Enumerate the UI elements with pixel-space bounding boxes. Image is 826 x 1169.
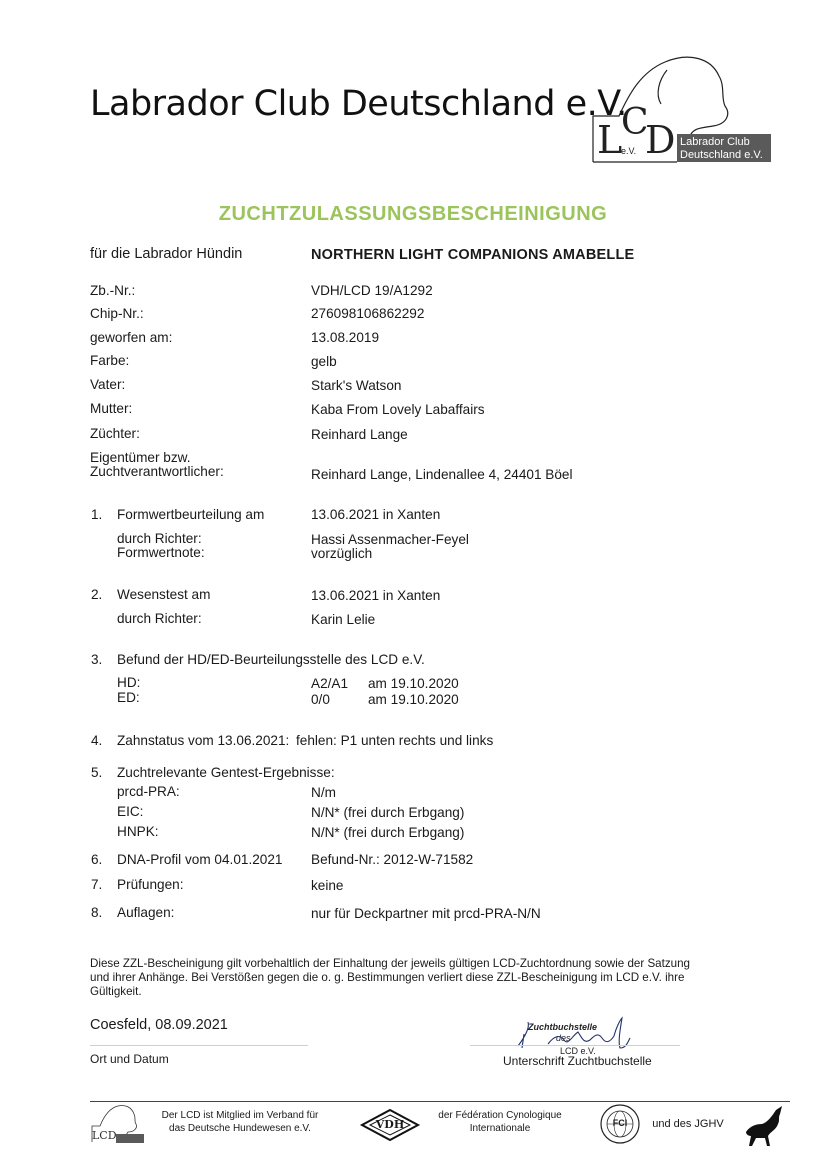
hd-value: A2/A1 [311,676,349,691]
subject-label: für die Labrador Hündin [90,246,243,262]
gentest-name: EIC: [117,804,144,819]
gentest-name: HNPK: [117,824,159,839]
logo-ev: e.V. [621,146,637,156]
section-2-judge-label: durch Richter: [117,611,202,626]
owner-value: Reinhard Lange, Lindenallee 4, 24401 Böel [311,467,573,482]
gentest-result: N/m [311,785,336,800]
gentest-result: N/N* (frei durch Erbgang) [311,805,465,820]
stamp-line-3: LCD e.V. [560,1046,596,1056]
section-1-label: Formwertbeurteilung am [117,507,265,522]
ed-label: ED: [117,690,140,705]
field-value: Stark's Watson [311,378,402,393]
section-number: 6. [91,852,103,867]
section-1-value: 13.06.2021 in Xanten [311,507,441,522]
section-7-label: Prüfungen: [117,877,184,892]
place-date-line [90,1045,308,1046]
section-number: 7. [91,877,103,892]
owner-label-1: Eigentümer bzw. [90,450,191,465]
section-1-judge: Hassi Assenmacher-Feyel [311,532,469,547]
field-label: geworfen am: [90,330,173,345]
section-6-value: Befund-Nr.: 2012-W-71582 [311,852,474,867]
fci-membership-line2: Internationale [469,1123,531,1134]
club-name: Labrador Club Deutschland e.V. [90,84,627,124]
signature-line [470,1045,680,1046]
section-3-label: Befund der HD/ED-Beurteilungsstelle des LCD e.V. [117,652,425,667]
field-label: Chip-Nr.: [90,306,144,321]
section-6-label: DNA-Profil vom 04.01.2021 [117,852,283,867]
owner-label-2: Zuchtverantwortlicher: [90,464,224,479]
fci-logo-text: FCI [612,1118,628,1128]
section-number: 2. [91,587,103,602]
stamp-line-2: des [556,1033,571,1043]
section-2-value: 13.06.2021 in Xanten [311,588,441,603]
field-label: Züchter: [90,426,140,441]
vdh-membership-line1: Der LCD ist Mitglied im Verband für [161,1110,319,1121]
footer-lcd-text: LCD [92,1129,117,1142]
hd-date: am 19.10.2020 [368,676,459,691]
logo-box-line1: Labrador Club [680,136,750,148]
field-value: Kaba From Lovely Labaffairs [311,402,485,417]
section-4-label: Zahnstatus vom 13.06.2021: [117,733,290,748]
section-8-label: Auflagen: [117,905,175,920]
field-label: Zb.-Nr.: [90,283,136,298]
section-number: 5. [91,765,103,780]
fci-logo [597,1104,643,1144]
section-number: 1. [91,507,103,522]
field-label: Mutter: [90,401,133,416]
section-number: 8. [91,905,103,920]
legal-notice: Diese ZZL-Bescheinigung gilt vorbehaltlich der Einhaltung der jeweils gültigen LCD-Zuchtordnung sowie der Satzung und ihrer Anhänge. Bei Verstößen gegen die o. g. Bestimmungen verliert diese ZZL-Bescheinigung im LCD e.V. ihre Gültigkeit. [90,957,690,998]
section-1-grade-label: Formwertnote: [117,545,205,560]
section-number: 4. [91,733,103,748]
place-date: Coesfeld, 08.09.2021 [90,1017,228,1033]
subject-name: NORTHERN LIGHT COMPANIONS AMABELLE [311,247,635,263]
gentest-result: N/N* (frei durch Erbgang) [311,825,465,840]
vdh-membership-line2: das Deutsche Hundewesen e.V. [169,1123,311,1134]
logo-letter-c: C [621,102,649,143]
jghv-dog-icon [740,1102,786,1148]
section-8-value: nur für Deckpartner mit prcd-PRA-N/N [311,906,541,921]
footer-lcd-logo [90,1104,146,1144]
stamp-line-1: Zuchtbuchstelle [528,1022,598,1032]
field-value: 276098106862292 [311,306,425,321]
section-1-judge-label: durch Richter: [117,531,202,546]
field-label: Vater: [90,377,126,392]
logo-letter-d: D [645,118,676,162]
section-5-label: Zuchtrelevante Gentest-Ergebnisse: [117,765,335,780]
section-number: 3. [91,652,103,667]
field-value: 13.08.2019 [311,330,380,345]
jghv-membership: und des JGHV [652,1118,724,1130]
section-4-value: fehlen: P1 unten rechts und links [296,733,494,748]
vdh-logo [360,1108,420,1142]
section-2-judge: Karin Lelie [311,612,376,627]
field-value: VDH/LCD 19/A1292 [311,283,433,298]
document-title: ZUCHTZULASSUNGSBESCHEINIGUNG [218,203,608,225]
fci-membership-line1: der Fédération Cynologique [438,1110,562,1121]
hd-label: HD: [117,675,141,690]
section-7-value: keine [311,878,344,893]
logo-box-line2: Deutschland e.V. [680,149,763,161]
lcd-logo [585,54,775,166]
field-label: Farbe: [90,353,130,368]
field-value: gelb [311,354,337,369]
place-date-label: Ort und Datum [90,1052,169,1066]
section-1-grade: vorzüglich [311,546,373,561]
section-2-label: Wesenstest am [117,587,211,602]
ed-date: am 19.10.2020 [368,692,459,707]
logo-letter-l: L [597,118,623,162]
gentest-name: prcd-PRA: [117,784,180,799]
ed-value: 0/0 [311,692,330,707]
signature-label: Unterschrift Zuchtbuchstelle [503,1054,652,1068]
footer-divider [90,1101,790,1102]
field-value: Reinhard Lange [311,427,408,442]
vdh-logo-text: VDH [375,1118,405,1131]
